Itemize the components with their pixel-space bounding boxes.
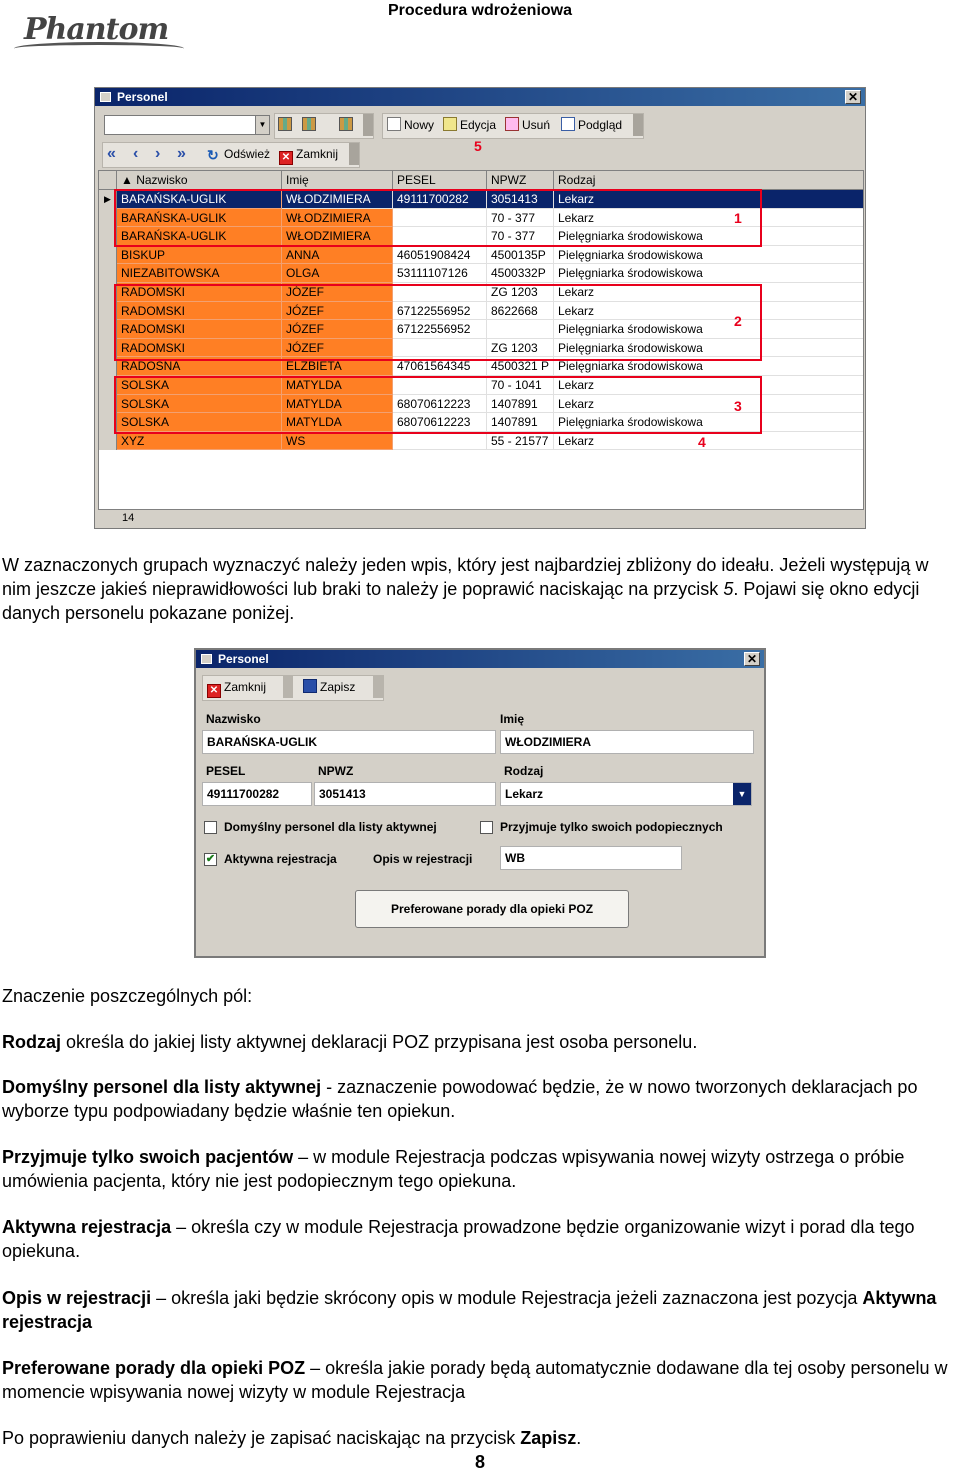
new-icon (387, 117, 401, 131)
close-window-button[interactable]: ✕ (845, 90, 861, 104)
table-cell[interactable]: 67122556952 (393, 302, 487, 321)
table-cell[interactable]: JÓZEF (282, 339, 393, 358)
table-cell[interactable]: 68070612223 (393, 395, 487, 414)
table-cell[interactable]: 55 - 21577 (487, 432, 554, 451)
table-cell[interactable]: ANNA (282, 246, 393, 265)
logo-text: Phantom (24, 12, 169, 47)
definition-paragraph: Domyślny personel dla listy aktywnej - zaznaczenie powodować będzie, że w nowo tworzonych deklaracjach po wyborze typu podpowiadany będzie właśnie ten opiekun. (2, 1077, 918, 1121)
table-cell[interactable]: Pielęgniarka środowiskowa (554, 264, 864, 283)
close-button[interactable]: ✕ Zamknij (279, 145, 338, 163)
app-icon (201, 654, 212, 664)
refresh-button[interactable]: ↻ Odśwież (207, 147, 271, 163)
rodzaj-value: Lekarz (505, 787, 544, 801)
view-toolbar (274, 113, 374, 139)
domyslny-label: Domyślny personel dla listy aktywnej (224, 820, 437, 834)
action-toolbar (382, 113, 644, 139)
columns-icon[interactable] (302, 116, 319, 134)
table-cell[interactable]: RADOSNA (117, 357, 282, 376)
table-cell[interactable]: 46051908424 (393, 246, 487, 265)
document-header-title: Procedura wdrożeniowa (387, 2, 573, 19)
table-cell[interactable]: WŁODZIMIERA (282, 209, 393, 228)
fields-intro: Znaczenie poszczególnych pól: (2, 986, 253, 1006)
table-row[interactable] (99, 264, 864, 283)
opis-field[interactable]: WB (500, 846, 682, 870)
table-cell[interactable]: 1407891 (487, 413, 554, 432)
opis-label: Opis w rejestracji (373, 852, 473, 866)
nazwisko-field[interactable]: BARAŃSKA-UGLIK (202, 730, 496, 754)
table-cell[interactable]: MATYLDA (282, 376, 393, 395)
table-cell[interactable]: 70 - 1041 (487, 376, 554, 395)
grid-view-icon[interactable] (278, 116, 295, 134)
annotation-1: 1 (734, 210, 742, 226)
logo-swoosh (14, 42, 184, 55)
annotation-3: 3 (734, 398, 742, 414)
definition-paragraph: Rodzaj określa do jakiej listy aktywnej deklaracji POZ przypisana jest osoba personelu. (2, 1032, 698, 1052)
table-cell[interactable]: Pielęgniarka środowiskowa (554, 413, 864, 432)
table-cell[interactable]: OLGA (282, 264, 393, 283)
group-box-1 (114, 189, 762, 247)
column-header-npwz[interactable]: NPWZ (487, 171, 554, 190)
button-number-ref: 5 (723, 579, 734, 599)
table-cell[interactable]: MATYLDA (282, 395, 393, 414)
final-paragraph: Po poprawieniu danych należy je zapisać naciskając na przycisk Zapisz. (2, 1428, 582, 1448)
definition-paragraph: Przyjmuje tylko swoich pacjentów – w module Rejestracja podczas wpisywania nowej wizyty ostrzega o próbie umówienia pacjenta, który nie jest podopiecznym tego opiekuna. (2, 1147, 905, 1191)
chevron-down-icon[interactable]: ▼ (733, 783, 751, 805)
table-cell[interactable]: 4500321 P (487, 357, 554, 376)
label-npwz: NPWZ (318, 764, 354, 778)
last-record-icon[interactable]: » (177, 145, 183, 162)
table-cell[interactable]: 70 - 377 (487, 209, 554, 228)
definition-paragraph: Preferowane porady dla opieki POZ – określa jakie porady będą automatycznie dodawane dla tej osoby personelu w momencie wpisywania nowej wizyty w module Rejestracja (2, 1358, 948, 1402)
table-cell[interactable]: 67122556952 (393, 320, 487, 339)
aktywna-checkbox[interactable]: ✔ (205, 853, 216, 865)
first-record-icon[interactable]: « (107, 145, 113, 162)
table-cell[interactable]: BARAŃSKA-UGLIK (117, 227, 282, 246)
definition-paragraph: Opis w rejestracji – określa jaki będzie skrócony opis w module Rejestracja jeżeli zaznaczona jest pozycja Aktywna rejestracja (2, 1288, 937, 1332)
table-cell[interactable]: 4500332P (487, 264, 554, 283)
window-titlebar (196, 650, 764, 668)
table-cell[interactable]: Lekarz (554, 302, 864, 321)
aktywna-label: Aktywna rejestracja (224, 852, 337, 866)
close-button[interactable]: ✕ Zamknij (207, 678, 266, 696)
table-cell[interactable]: SOLSKA (117, 395, 282, 414)
table-cell[interactable]: WŁODZIMIERA (282, 227, 393, 246)
table-cell[interactable]: SOLSKA (117, 376, 282, 395)
label-rodzaj: Rodzaj (504, 764, 544, 778)
table-cell[interactable]: 49111700282 (393, 190, 487, 209)
navigation-toolbar (102, 142, 360, 168)
column-header-imie[interactable]: Imię (282, 171, 393, 190)
table-cell[interactable]: BARAŃSKA-UGLIK (117, 209, 282, 228)
chevron-down-icon[interactable]: ▼ (255, 116, 269, 134)
group-box-2 (114, 284, 762, 361)
window-title: Personel (117, 90, 168, 104)
close-icon: ✕ (207, 684, 221, 698)
table-cell[interactable]: 3051413 (487, 190, 554, 209)
close-icon: ✕ (279, 151, 293, 165)
save-button[interactable]: Zapisz (303, 678, 355, 696)
table-cell[interactable]: Pielęgniarka środowiskowa (554, 246, 864, 265)
prev-record-icon[interactable]: ‹ (133, 145, 136, 162)
refresh-icon: ↻ (207, 147, 219, 163)
table-cell[interactable]: Pielęgniarka środowiskowa (554, 357, 864, 376)
edit-icon (443, 117, 457, 131)
table-cell[interactable]: 47061564345 (393, 357, 487, 376)
table-cell[interactable]: XYZ (117, 432, 282, 451)
table-cell[interactable]: 53111107126 (393, 264, 487, 283)
intro-paragraph: W zaznaczonych grupach wyznaczyć należy jeden wpis, który jest najbardziej zbliżony do ideału. Jeżeli występują w nim jeszcze jakieś nieprawidłowości lub braki to należy je poprawić naciskając na przycisk 5. Pojawi się okno edycji danych personelu pokazane poniżej. (2, 555, 929, 623)
label-nazwisko: Nazwisko (206, 712, 261, 726)
table-cell[interactable]: ZG 1203 (487, 283, 554, 302)
column-header-pesel[interactable]: PESEL (393, 171, 487, 190)
table-cell[interactable]: BARAŃSKA-UGLIK (117, 190, 282, 209)
table-cell[interactable]: WŁODZIMIERA (282, 190, 393, 209)
toolbar-grip[interactable] (349, 143, 359, 165)
table-cell[interactable]: JÓZEF (282, 302, 393, 321)
preview-icon (561, 117, 575, 131)
row-indicator[interactable]: ▶ (99, 190, 117, 209)
table-cell[interactable]: ZG 1203 (487, 339, 554, 358)
table-cell[interactable]: 68070612223 (393, 413, 487, 432)
table-cell[interactable]: Lekarz (554, 376, 864, 395)
table-cell[interactable]: MATYLDA (282, 413, 393, 432)
app-icon (100, 92, 111, 102)
annotation-4: 4 (698, 434, 706, 450)
label-pesel: PESEL (206, 764, 246, 778)
filter-icon[interactable] (339, 116, 356, 134)
new-button[interactable]: Nowy (387, 116, 434, 134)
table-row[interactable] (99, 246, 864, 265)
table-cell[interactable]: Lekarz (554, 432, 864, 451)
domyslny-checkbox[interactable] (204, 821, 217, 834)
toolbar-grip[interactable] (373, 676, 383, 698)
definition-paragraph: Aktywna rejestracja – określa czy w module Rejestracja prowadzone będzie organizowanie wizyt i porad dla tego opiekuna. (2, 1217, 915, 1261)
page-number: 8 (474, 1452, 485, 1472)
table-cell[interactable]: Lekarz (554, 190, 864, 209)
preview-button[interactable]: Podgląd (561, 116, 622, 134)
table-cell[interactable]: RADOMSKI (117, 302, 282, 321)
toolbar-grip[interactable] (283, 676, 293, 698)
label-imie: Imię (500, 712, 525, 726)
toolbar-grip[interactable] (363, 114, 373, 136)
table-cell[interactable]: Pielęgniarka środowiskowa (554, 227, 864, 246)
table-cell[interactable]: SOLSKA (117, 413, 282, 432)
table-cell[interactable]: WS (282, 432, 393, 451)
table-cell[interactable]: BISKUP (117, 246, 282, 265)
table-cell[interactable]: Lekarz (554, 209, 864, 228)
table-cell[interactable]: Pielęgniarka środowiskowa (554, 320, 864, 339)
table-cell[interactable]: 1407891 (487, 395, 554, 414)
row-indicator[interactable] (99, 246, 117, 265)
window-title: Personel (218, 652, 269, 666)
toolbar-grip[interactable] (633, 114, 643, 136)
przyjmuje-label: Przyjmuje tylko swoich podopiecznych (500, 820, 723, 834)
column-header-rodzaj[interactable]: Rodzaj (554, 171, 864, 190)
close-window-button[interactable]: ✕ (744, 652, 760, 666)
delete-button[interactable]: Usuń (505, 116, 550, 134)
table-cell[interactable]: JÓZEF (282, 320, 393, 339)
row-indicator[interactable] (99, 432, 117, 451)
group-box-3 (114, 376, 762, 434)
edit-button[interactable]: Edycja (443, 116, 496, 134)
save-icon (303, 679, 317, 693)
table-cell[interactable]: Lekarz (554, 283, 864, 302)
window-titlebar (95, 88, 865, 106)
record-count-status: 14 (98, 509, 864, 525)
table-cell[interactable]: RADOMSKI (117, 339, 282, 358)
row-indicator-header (99, 171, 117, 190)
table-cell[interactable]: ELŻBIETA (282, 357, 393, 376)
table-cell[interactable] (393, 432, 487, 451)
npwz-field[interactable]: 3051413 (314, 782, 496, 806)
annotation-2: 2 (734, 313, 742, 329)
imie-field[interactable]: WŁODZIMIERA (500, 730, 754, 754)
delete-icon (505, 117, 519, 131)
preferowane-porady-button[interactable]: Preferowane porady dla opieki POZ (355, 890, 629, 928)
next-record-icon[interactable]: › (155, 145, 158, 162)
table-cell[interactable]: 70 - 377 (487, 227, 554, 246)
edit-toolbar (202, 675, 384, 701)
row-indicator[interactable] (99, 264, 117, 283)
table-cell[interactable]: RADOMSKI (117, 283, 282, 302)
column-header-nazwisko[interactable]: ▲ Nazwisko (117, 171, 282, 190)
table-cell[interactable]: RADOMSKI (117, 320, 282, 339)
annotation-5: 5 (474, 138, 482, 154)
table-cell[interactable]: 4500135P (487, 246, 554, 265)
table-cell[interactable]: NIEZABITOWSKA (117, 264, 282, 283)
table-cell[interactable]: Lekarz (554, 395, 864, 414)
table-row[interactable] (99, 432, 864, 451)
pesel-field[interactable]: 49111700282 (202, 782, 312, 806)
table-cell[interactable]: Pielęgniarka środowiskowa (554, 339, 864, 358)
filter-combobox[interactable] (104, 115, 270, 135)
table-cell[interactable]: JÓZEF (282, 283, 393, 302)
table-cell[interactable]: 8622668 (487, 302, 554, 321)
przyjmuje-checkbox[interactable] (480, 821, 493, 834)
rodzaj-select[interactable] (500, 782, 752, 806)
